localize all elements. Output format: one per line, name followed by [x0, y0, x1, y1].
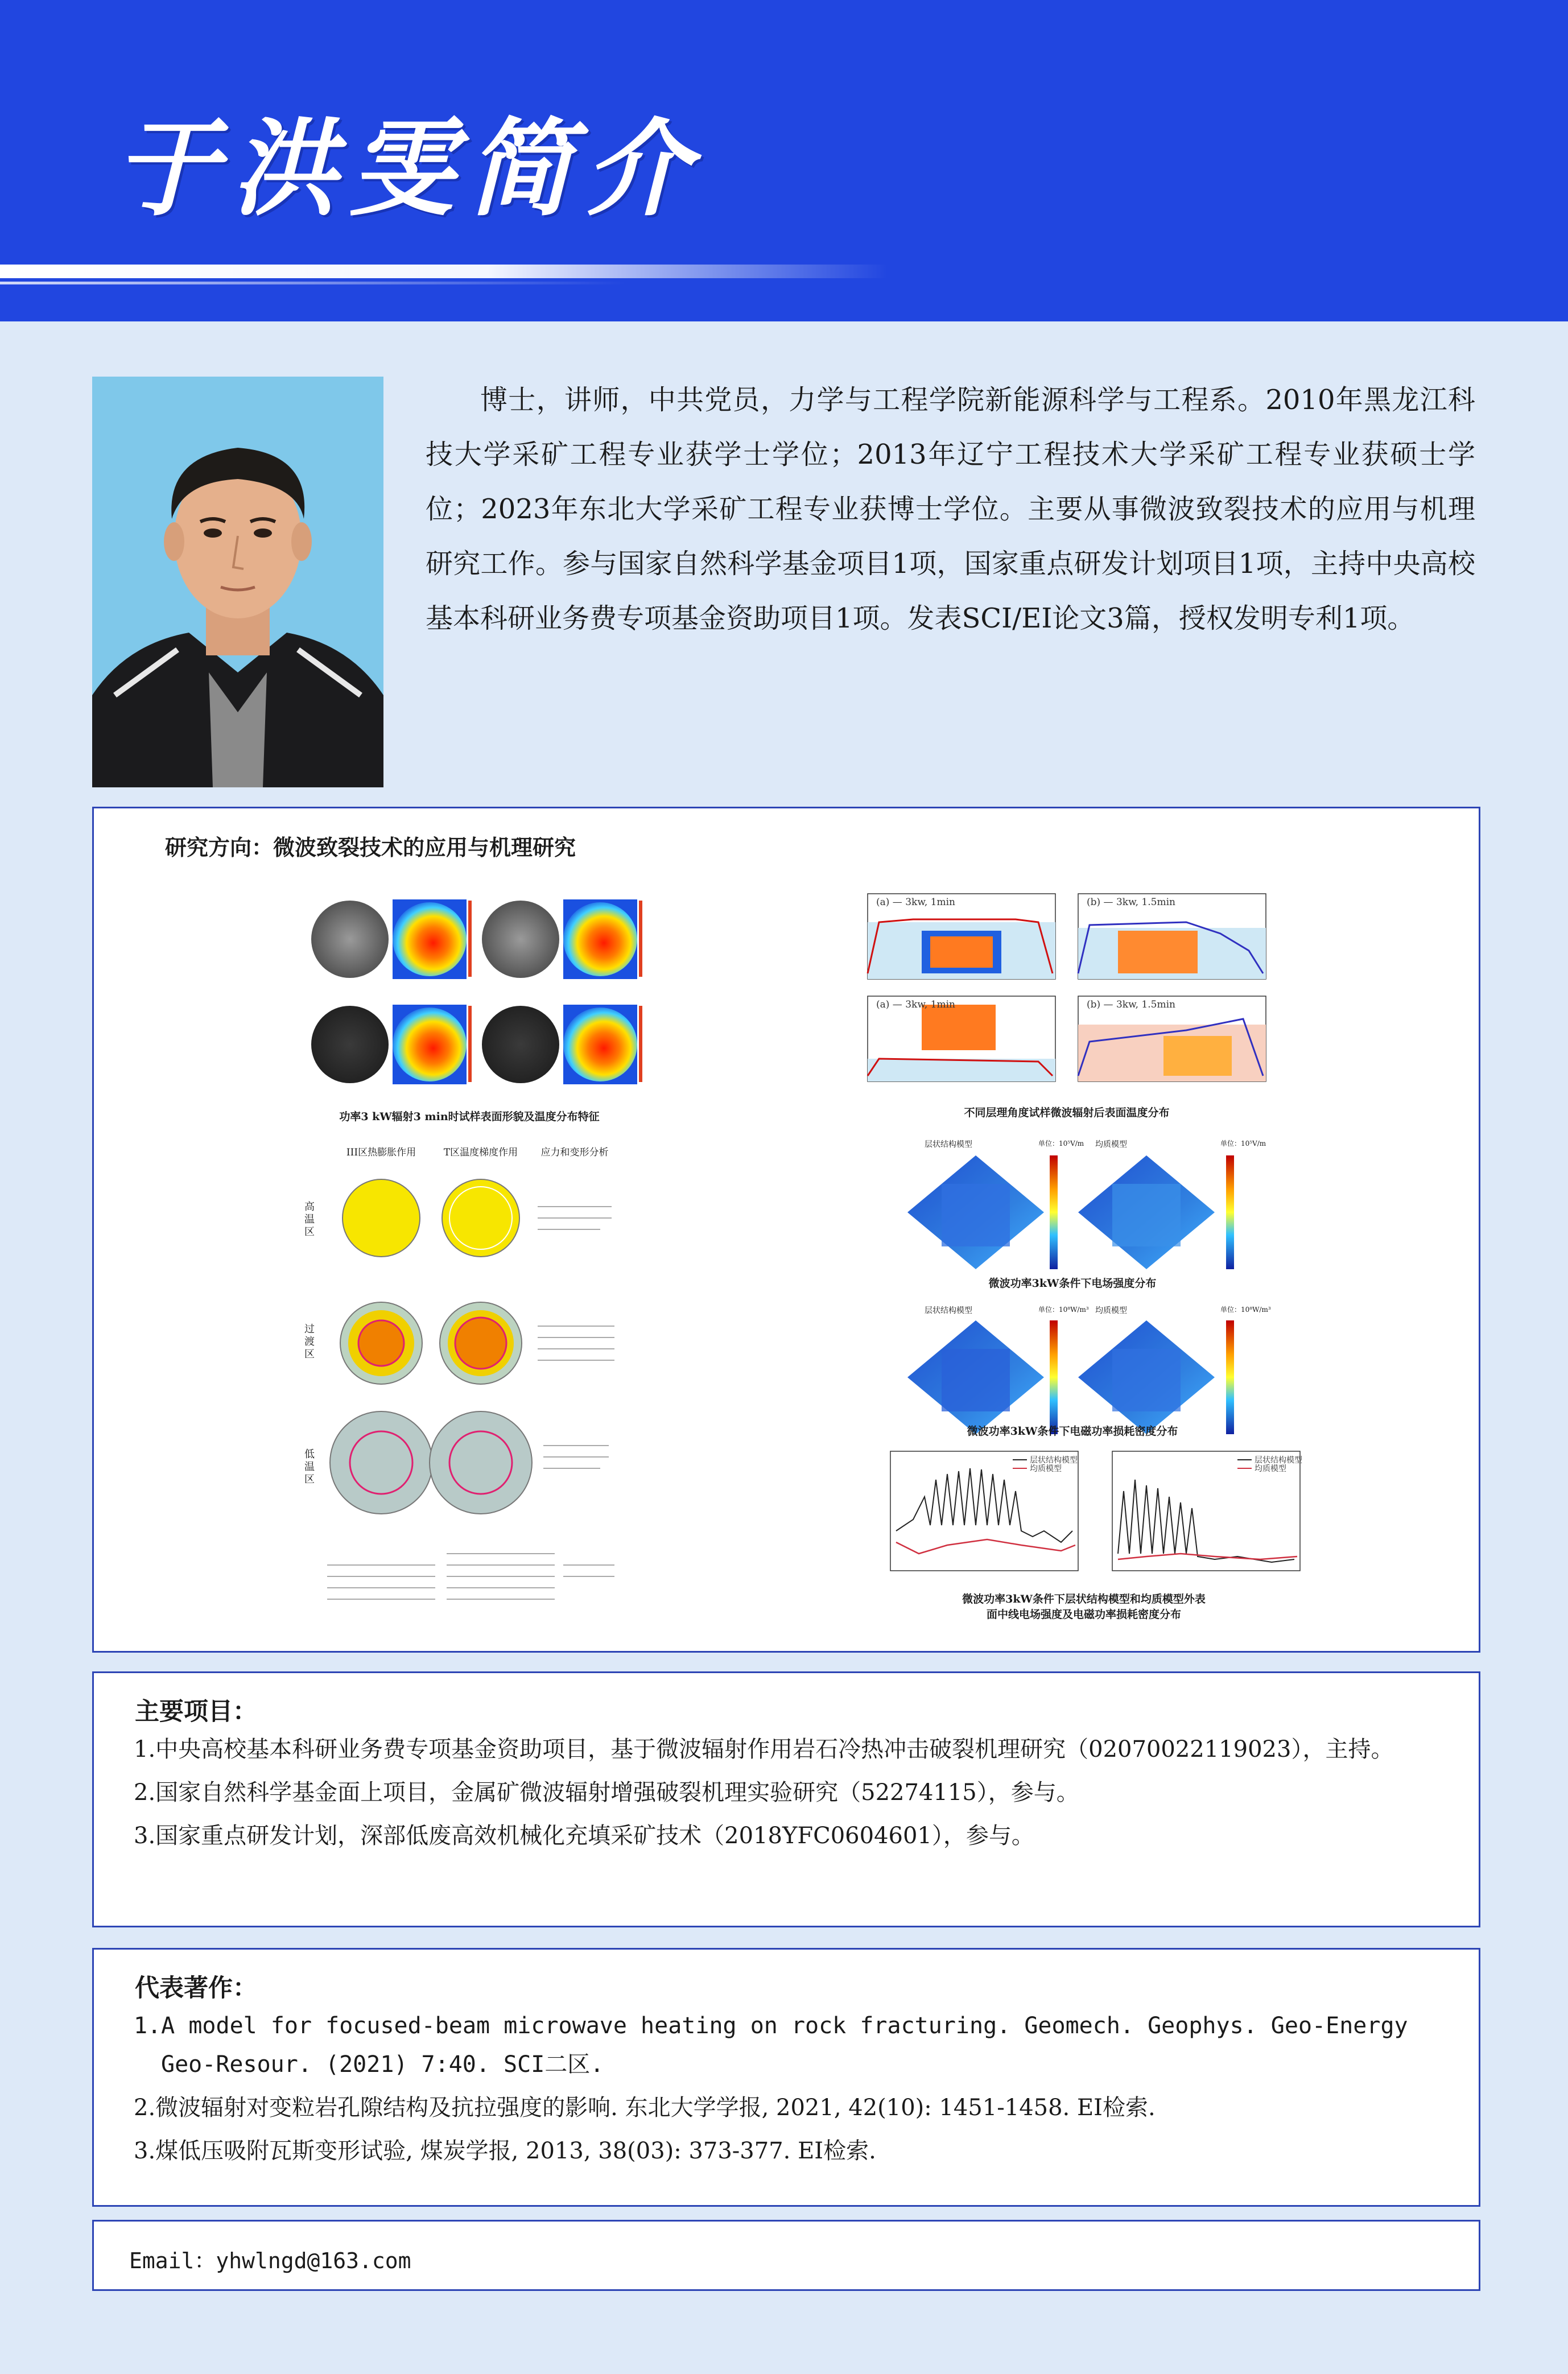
- projects-title: 主要项目：: [135, 1698, 257, 1726]
- fig2-caption: 不同层理角度试样微波辐射后表面温度分布: [964, 1107, 1170, 1119]
- fig5-caption-line1: 微波功率3kW条件下层状结构模型和均质模型外表: [962, 1593, 1206, 1605]
- projects-list: [134, 1730, 1437, 1860]
- temperature-curve-figure: [845, 888, 1277, 1093]
- midline-curve-figure: [873, 1446, 1317, 1582]
- publication-item: 2.微波辐射对变粒岩孔隙结构及抗拉强度的影响. 东北大学学报, 2021, 42(10): 1451-1458. EI检索.: [134, 2095, 1156, 2121]
- unit-p-right: 单位：10⁸W/m³: [1220, 1306, 1271, 1314]
- contact-panel: [92, 2220, 1480, 2291]
- label-b-top: (b) — 3kw, 1.5min: [1087, 897, 1175, 908]
- specimen-b: [482, 899, 642, 979]
- curve-panel-b-bottom: [1078, 996, 1266, 1081]
- fig1-caption: 功率3 kW辐射3 min时试样表面形貌及温度分布特征: [339, 1110, 600, 1123]
- unit-e-right: 单位：10⁵V/m: [1220, 1139, 1266, 1147]
- equations-block: [327, 1554, 614, 1599]
- low-temp-zone: [330, 1411, 609, 1514]
- diagram-row-3: 低温区: [304, 1448, 315, 1485]
- project-item: 2.国家自然科学基金面上项目，金属矿微波辐射增强破裂机理实验研究（52274115），参与。: [134, 1780, 1079, 1806]
- legend-homogeneous-1: 均质模型: [1030, 1464, 1062, 1473]
- specimen-a: [311, 899, 472, 979]
- diagram-row-2: 过渡区: [304, 1323, 315, 1360]
- field-distribution-figure: [890, 1138, 1289, 1468]
- curve-panel-b-top: [1078, 894, 1266, 979]
- research-panel: [92, 807, 1480, 1653]
- e-field-homogeneous: [1078, 1155, 1234, 1269]
- label-b-bottom: (b) — 3kw, 1.5min: [1087, 999, 1175, 1010]
- p-field-homogeneous: [1078, 1320, 1234, 1434]
- model-label-layered: 层状结构模型: [925, 1140, 972, 1149]
- header-banner: [0, 0, 1568, 321]
- project-item: 3.国家重点研发计划，深部低废高效机械化充填采矿技术（2018YFC0604601），参与。: [134, 1823, 1034, 1849]
- specimen-thermal-figure: [307, 888, 643, 1104]
- header-divider-thin: [0, 282, 626, 284]
- publication-item: 1.A model for focused-beam microwave heating on rock fracturing. Geomech. Geophys. Geo-Energy Geo-Resour. (2021) 7:40. SCI二区.: [134, 2013, 1408, 2078]
- diagram-col-1: III区热膨胀作用: [346, 1147, 416, 1158]
- model-label-layered-2: 层状结构模型: [925, 1306, 972, 1315]
- email-address[interactable]: Email：yhwlngd@163.com: [129, 2248, 411, 2273]
- specimen-c: [311, 1005, 472, 1084]
- publication-item: 3.煤低压吸附瓦斯变形试验, 煤炭学报, 2013, 38(03): 373-377. EI检索.: [134, 2138, 876, 2164]
- diagram-col-2: T区温度梯度作用: [443, 1147, 518, 1158]
- bio-paragraph: 博士，讲师，中共党员，力学与工程学院新能源科学与工程系。2010年黑龙江科技大学采矿工程专业获学士学位；2013年辽宁工程技术大学采矿工程专业获硕士学位；2023年东北大学采矿工程专业获博士学位。主要从事微波致裂技术的应用与机理研究工作。参与国家自然科学基金项目1项，国家重点研发计划项目1项，主持中央高校基本科研业务费专项基金资助项目1项。发表SCI/EI论文3篇，授权发明专利1项。: [426, 384, 1475, 634]
- transition-zone: [340, 1302, 614, 1384]
- label-a-bottom: (a) — 3kw, 1min: [876, 999, 955, 1010]
- fig4-caption: 微波功率3kW条件下电磁功率损耗密度分布: [967, 1425, 1178, 1438]
- p-field-layered: [907, 1320, 1058, 1434]
- publications-panel: [92, 1948, 1480, 2207]
- publications-list: [134, 2006, 1437, 2175]
- diagram-row-1: 高温区: [304, 1201, 315, 1238]
- publications-title: 代表著作：: [135, 1974, 257, 2003]
- page-title: 于洪雯简介: [114, 108, 703, 230]
- project-item: 1.中央高校基本科研业务费专项基金资助项目，基于微波辐射作用岩石冷热冲击破裂机理研究（02070022119023），主持。: [134, 1736, 1394, 1762]
- model-label-homogeneous-2: 均质模型: [1095, 1306, 1127, 1315]
- legend-layered-1: 层状结构模型: [1030, 1456, 1078, 1465]
- portrait-photo: [92, 377, 383, 787]
- specimen-d: [482, 1005, 642, 1084]
- unit-e-left: 单位：10⁵V/m: [1038, 1139, 1084, 1147]
- label-a-top: (a) — 3kw, 1min: [876, 897, 955, 908]
- model-label-homogeneous: 均质模型: [1095, 1140, 1127, 1149]
- e-field-layered: [907, 1155, 1058, 1269]
- research-title: 研究方向：微波致裂技术的应用与机理研究: [165, 835, 576, 860]
- curve-panel-a-top: [868, 894, 1055, 979]
- high-temp-zone: [343, 1179, 612, 1257]
- fig3-caption: 微波功率3kW条件下电场强度分布: [988, 1277, 1157, 1290]
- header-divider: [0, 265, 888, 278]
- projects-panel: [92, 1671, 1480, 1927]
- diagram-col-3: 应力和变形分析: [540, 1147, 609, 1158]
- fig5-caption-line2: 面中线电场强度及电磁功率损耗密度分布: [986, 1608, 1181, 1621]
- e-midline-plot: [890, 1451, 1078, 1571]
- curve-panel-a-bottom: [868, 996, 1055, 1081]
- p-midline-plot: [1112, 1451, 1302, 1571]
- stress-zone-diagram: [304, 1144, 623, 1639]
- legend-layered-2: 层状结构模型: [1255, 1456, 1302, 1465]
- unit-p-left: 单位：10⁸W/m³: [1038, 1306, 1089, 1314]
- legend-homogeneous-2: 均质模型: [1255, 1464, 1286, 1473]
